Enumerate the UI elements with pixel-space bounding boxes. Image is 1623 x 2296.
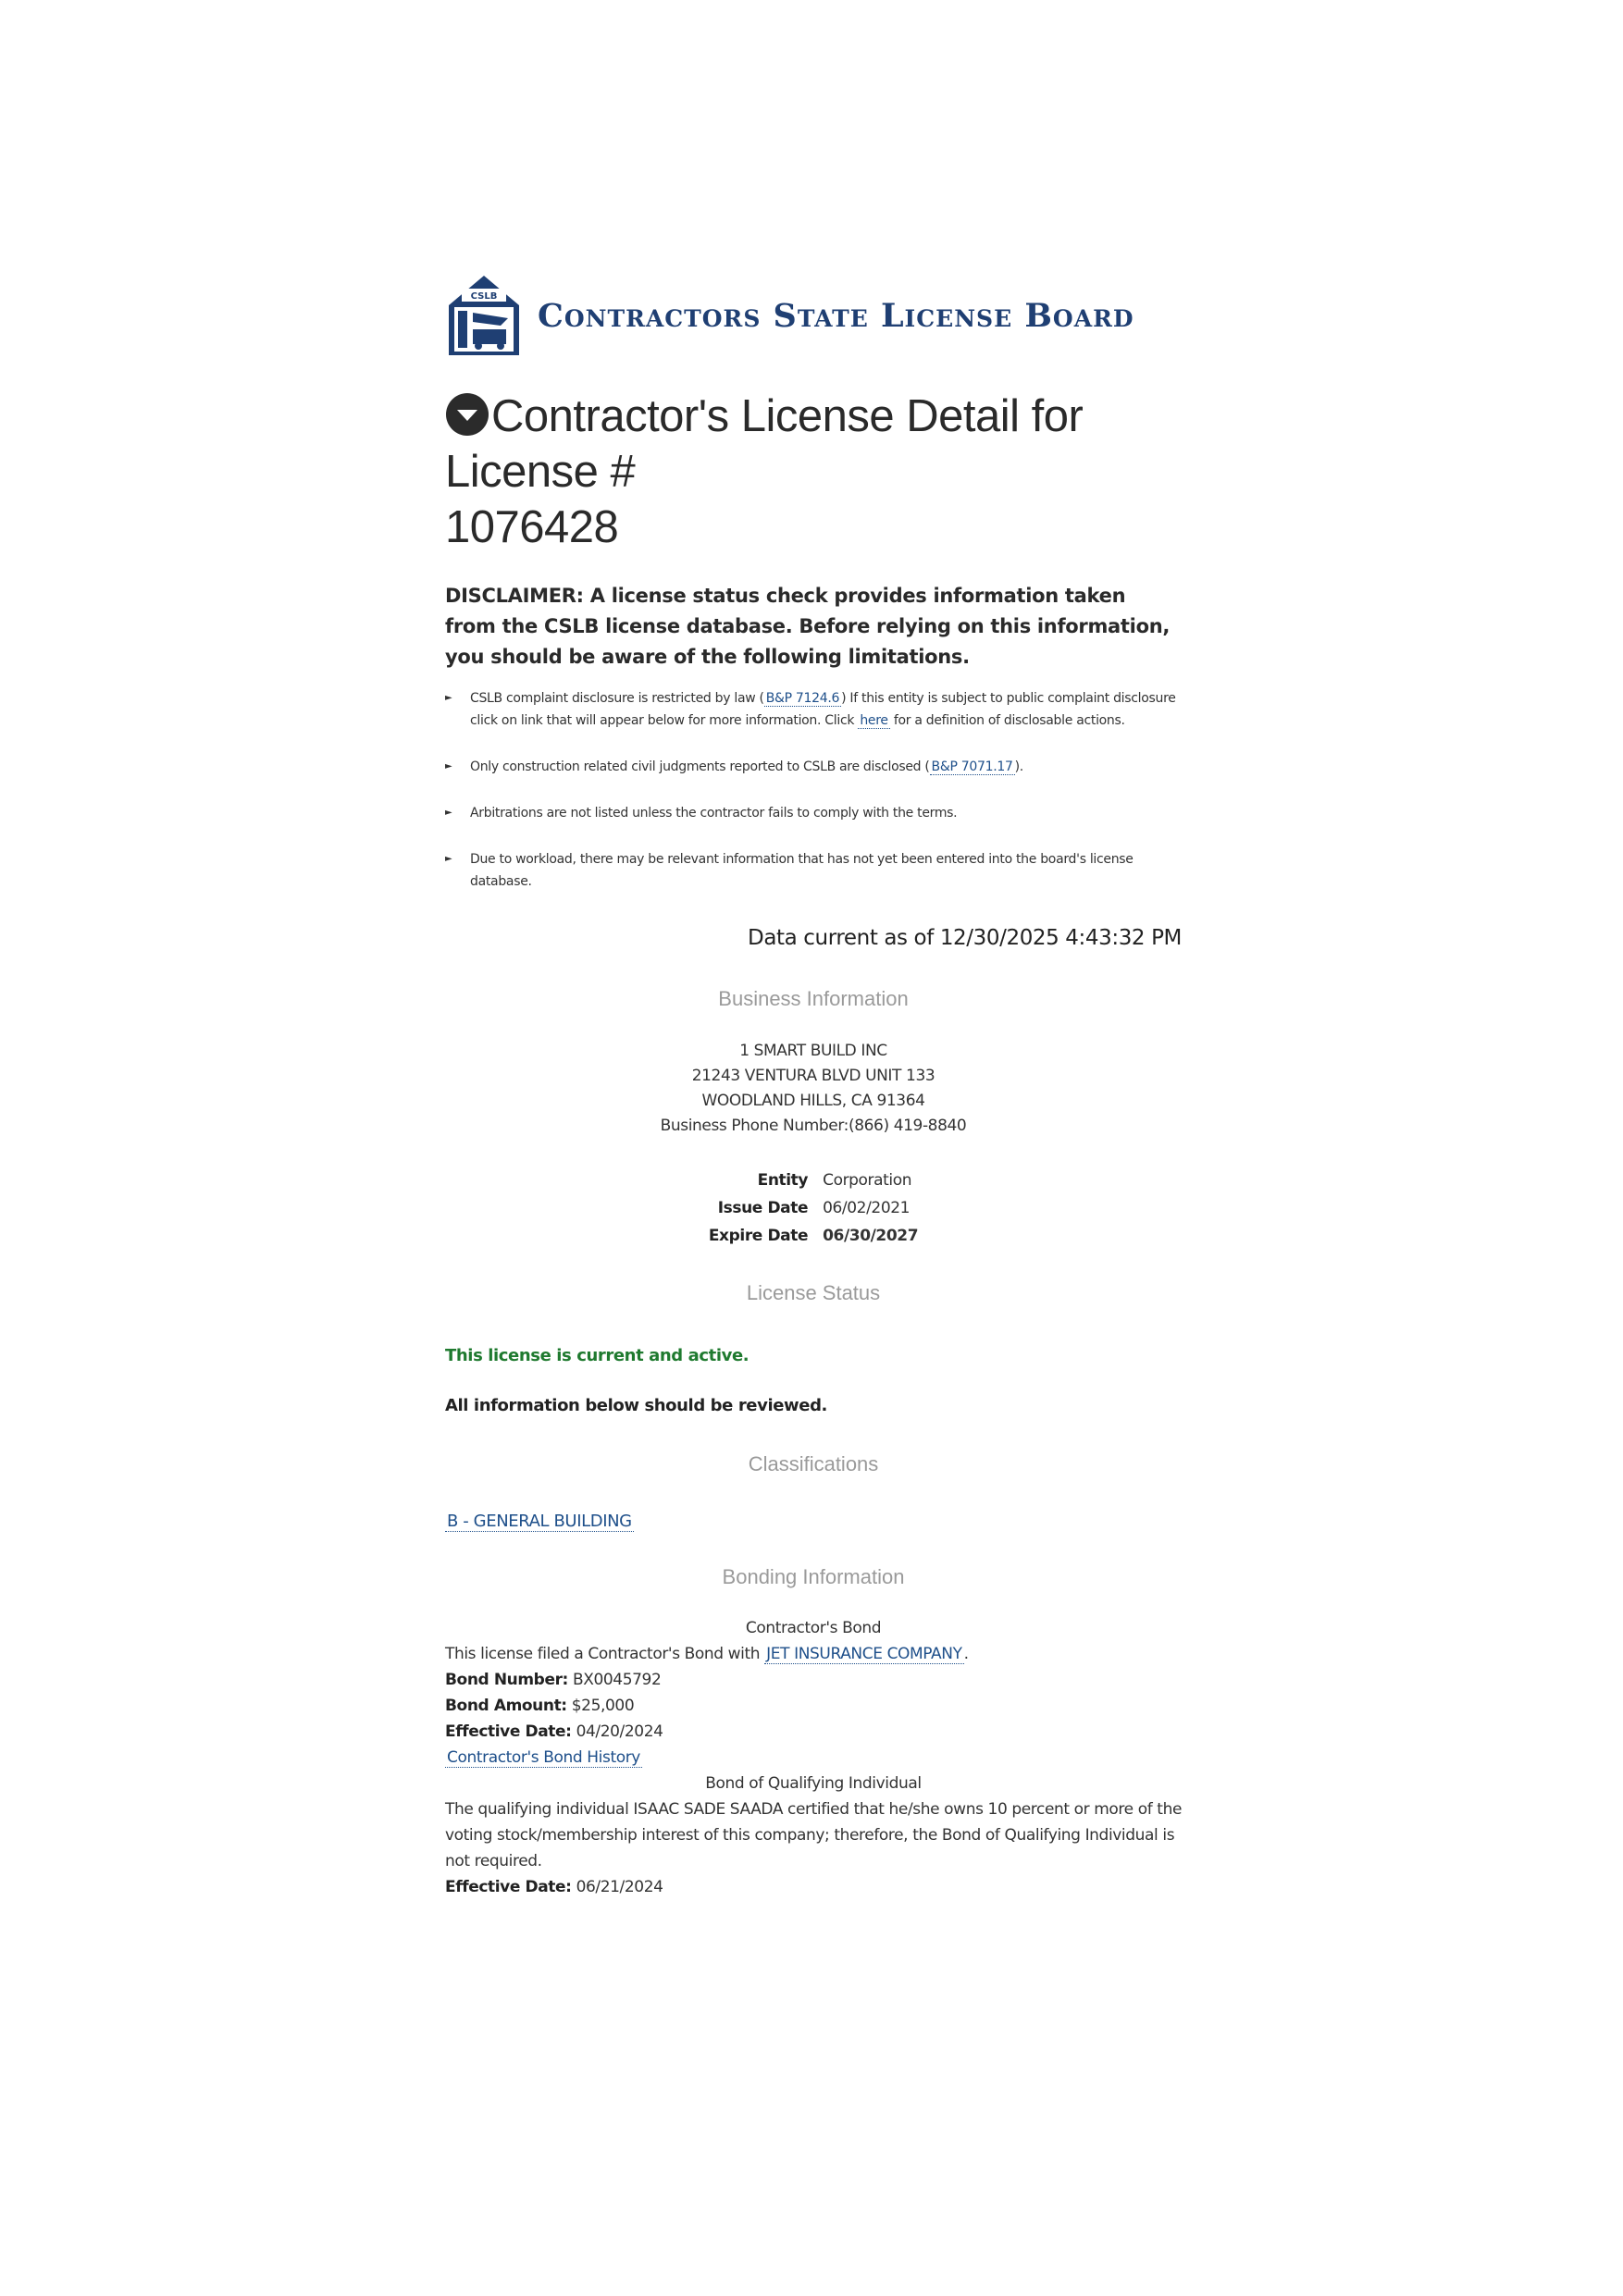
triangle-bullet-icon: ► <box>445 808 452 818</box>
disclaimer-text: Arbitrations are not listed unless the contractor fails to comply with the terms. <box>470 806 958 821</box>
contractor-bond-title: Contractor's Bond <box>745 1619 882 1637</box>
bond-number-value: BX0045792 <box>572 1671 662 1689</box>
license-number: 1076428 <box>445 502 619 552</box>
list-item <box>445 848 1182 893</box>
bqi-effective-row <box>445 1874 1182 1900</box>
bonding-section <box>445 1615 1182 1900</box>
bqi-effective-value: 06/21/2024 <box>576 1878 663 1896</box>
disclosable-actions-here-link[interactable]: here <box>860 713 888 728</box>
disclaimer-text: Due to workload, there may be relevant information that has not yet been entered into the board's license database. <box>470 852 1134 889</box>
entity-label: Entity <box>757 1171 809 1190</box>
business-address-line2: WOODLAND HILLS, CA 91364 <box>701 1092 925 1110</box>
bonding-info-heading: Bonding Information <box>722 1565 905 1588</box>
license-detail-page <box>445 274 1182 1900</box>
disclaimer-text: ) If this entity is subject to public complaint disclosure click on link that will appear below for more information. Click <box>470 691 1176 728</box>
expire-date-label: Expire Date <box>708 1227 809 1245</box>
table-row <box>701 1167 925 1194</box>
disclaimer-list <box>445 687 1182 893</box>
triangle-bullet-icon: ► <box>445 693 452 703</box>
bond-effective-label: Effective Date: <box>445 1722 572 1741</box>
cslb-logo <box>445 274 1182 357</box>
license-dates-table <box>701 1167 925 1250</box>
bond-effective-value: 04/20/2024 <box>576 1722 663 1741</box>
issue-date-value: 06/02/2021 <box>823 1199 911 1217</box>
page-title-text: Contractor's License Detail for License # <box>445 391 1084 497</box>
table-row <box>701 1194 925 1222</box>
bp-7124-6-link[interactable]: B&P 7124.6 <box>765 691 840 706</box>
business-name: 1 SMART BUILD INC <box>739 1042 887 1060</box>
bqi-title: Bond of Qualifying Individual <box>705 1774 922 1793</box>
bqi-effective-label: Effective Date: <box>445 1878 572 1896</box>
review-notice: All information below should be reviewed. <box>445 1396 827 1415</box>
triangle-bullet-icon: ► <box>445 854 452 864</box>
bond-history-row <box>445 1745 1182 1771</box>
disclaimer-text: Only construction related civil judgments reported to CSLB are disclosed ( <box>470 759 930 774</box>
disclaimer-text: CSLB complaint disclosure is restricted by law ( <box>470 691 764 706</box>
entity-value: Corporation <box>823 1171 912 1190</box>
expire-date-value: 06/30/2027 <box>823 1227 919 1245</box>
insurer-link[interactable]: JET INSURANCE COMPANY <box>766 1645 962 1663</box>
bond-filed-end: . <box>963 1645 969 1663</box>
bond-number-row <box>445 1667 1182 1693</box>
phone-label: Business Phone Number: <box>660 1117 849 1135</box>
list-item <box>445 802 1182 824</box>
logo-wordmark: Contractors State License Board <box>538 296 1134 335</box>
license-status-heading: License Status <box>746 1281 881 1304</box>
page-title <box>445 389 1182 555</box>
business-address-block <box>445 1039 1182 1139</box>
table-row <box>701 1222 925 1250</box>
disclaimer-heading: DISCLAIMER: A license status check provides information taken from the CSLB license database. Before relying on this information, you should be aware of the following limitations. <box>445 585 1171 668</box>
bond-amount-label: Bond Amount: <box>445 1697 567 1715</box>
bond-filed-line <box>445 1641 1182 1667</box>
license-active-status: This license is current and active. <box>445 1346 750 1365</box>
bqi-text: The qualifying individual ISAAC SADE SAADA certified that he/she owns 10 percent or more of the voting stock/membership interest of this company; therefore, the Bond of Qualifying Individual is not required. <box>445 1800 1182 1870</box>
data-current-timestamp: Data current as of 12/30/2025 4:43:32 PM <box>748 926 1182 950</box>
business-phone <box>445 1114 1182 1139</box>
classifications-heading: Classifications <box>748 1452 879 1475</box>
bp-7071-17-link[interactable]: B&P 7071.17 <box>931 759 1013 774</box>
triangle-bullet-icon: ► <box>445 761 452 772</box>
disclaimer-text: ). <box>1014 759 1023 774</box>
bond-amount-value: $25,000 <box>571 1697 635 1715</box>
cslb-house-logo-icon <box>445 274 523 357</box>
contractors-bond-history-link[interactable]: Contractor's Bond History <box>447 1748 640 1767</box>
disclaimer-text: for a definition of disclosable actions. <box>893 713 1125 728</box>
business-info-heading: Business Information <box>718 987 909 1010</box>
bond-filed-text: This license filed a Contractor's Bond with <box>445 1645 761 1663</box>
business-address-line1: 21243 VENTURA BLVD UNIT 133 <box>691 1067 935 1085</box>
issue-date-label: Issue Date <box>717 1199 809 1217</box>
chevron-down-circle-icon[interactable] <box>445 392 489 437</box>
bond-number-label: Bond Number: <box>445 1671 568 1689</box>
bond-effective-row <box>445 1719 1182 1745</box>
svg-text:CSLB: CSLB <box>470 291 498 302</box>
list-item <box>445 687 1182 732</box>
phone-value: (866) 419-8840 <box>848 1117 967 1135</box>
classification-b-general-building-link[interactable]: B - GENERAL BUILDING <box>447 1512 632 1531</box>
bond-amount-row <box>445 1693 1182 1719</box>
list-item <box>445 756 1182 778</box>
